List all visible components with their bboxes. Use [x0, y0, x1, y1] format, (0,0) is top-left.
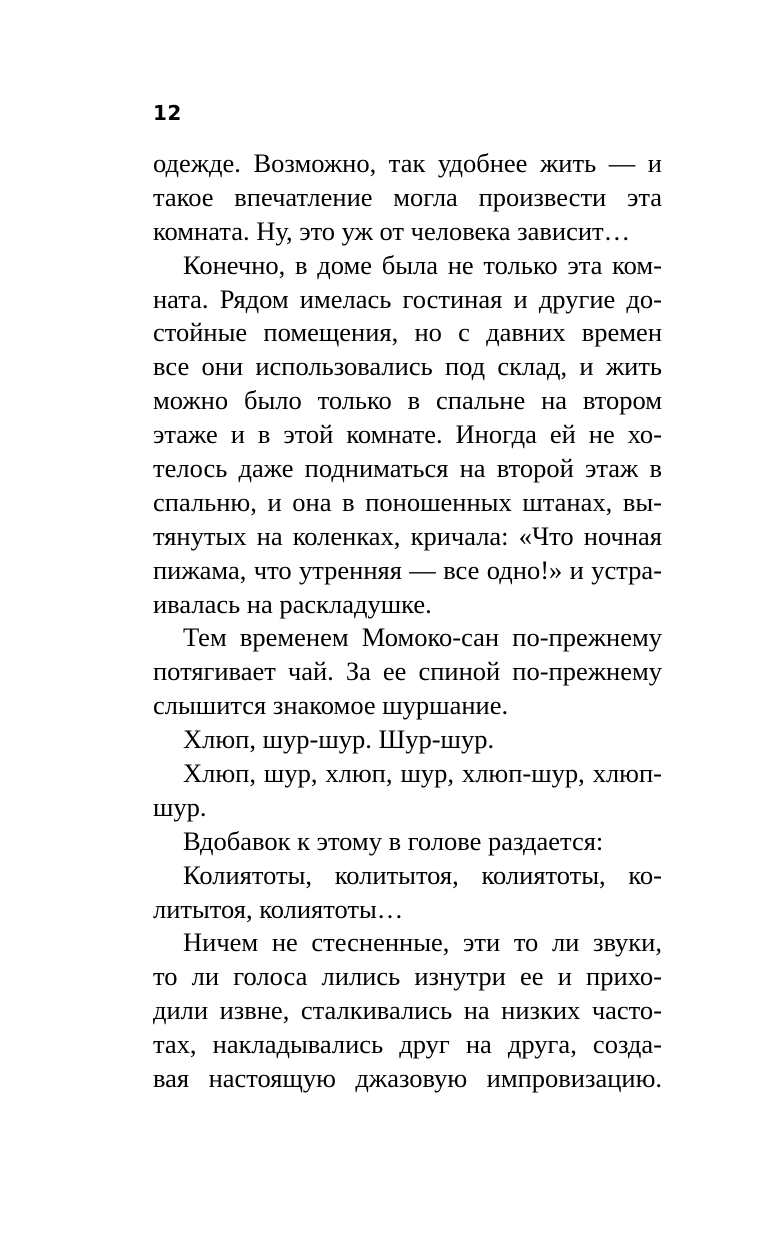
text-line: Ничем не стесненные, эти то ли звуки,	[183, 927, 662, 958]
text-line: шур.	[153, 791, 207, 822]
text-line: пижама, что утренняя — все одно!» и устра-	[153, 554, 662, 585]
text-line: то ли голоса лились изнутри ее и прихо-	[153, 961, 662, 992]
text-line: Колиятоты, колитытоя, колиятоты, ко-	[183, 859, 662, 890]
text-line: можно было только в спальне на втором	[153, 385, 662, 416]
text-line: слышится знакомое шуршание.	[153, 690, 509, 721]
text-line: Вдобавок к этому в голове раздается:	[183, 825, 604, 856]
text-line: комната. Ну, это уж от человека зависит…	[153, 215, 631, 246]
text-line: стойные помещения, но с давних времен	[153, 317, 662, 348]
text-line: Хлюп, шур-шур. Шур-шур.	[183, 724, 495, 755]
text-line: тах, накладывались друг на друга, создa-	[153, 1029, 662, 1060]
text-line: ивалась на раскладушке.	[153, 588, 432, 619]
page-number: 12	[153, 101, 182, 125]
text-line: такое впечатление могла произвести эта	[153, 181, 662, 212]
text-line: ната. Рядом имелась гостиная и другие до-	[153, 283, 662, 314]
text-line: потягивает чай. За ее спиной по-прежнему	[153, 656, 662, 687]
text-line: тянутых на коленках, кричала: «Что ночная	[153, 520, 662, 551]
text-line: Хлюп, шур, хлюп, шур, хлюп-шур, хлюп-	[183, 758, 662, 789]
text-line: дили извне, сталкивались на низких часто-	[153, 995, 662, 1026]
text-line: спальню, и она в поношенных штанах, вы-	[153, 486, 662, 517]
text-line: все они использовались под склад, и жить	[153, 351, 662, 382]
body-text	[153, 147, 662, 1096]
text-line: телось даже подниматься на второй этаж в	[153, 453, 662, 484]
text-line: одежде. Возможно, так удобнее жить — и	[153, 148, 662, 178]
text-line: вая настоящую джазовую импровизацию.	[153, 1063, 662, 1094]
text-line: Тем временем Момоко-сан по-прежнему	[183, 622, 662, 653]
text-line: Конечно, в доме была не только эта ком-	[183, 249, 662, 280]
text-line: литытоя, колиятоты…	[153, 893, 404, 924]
text-line: этаже и в этой комнате. Иногда ей не хо-	[153, 419, 662, 450]
